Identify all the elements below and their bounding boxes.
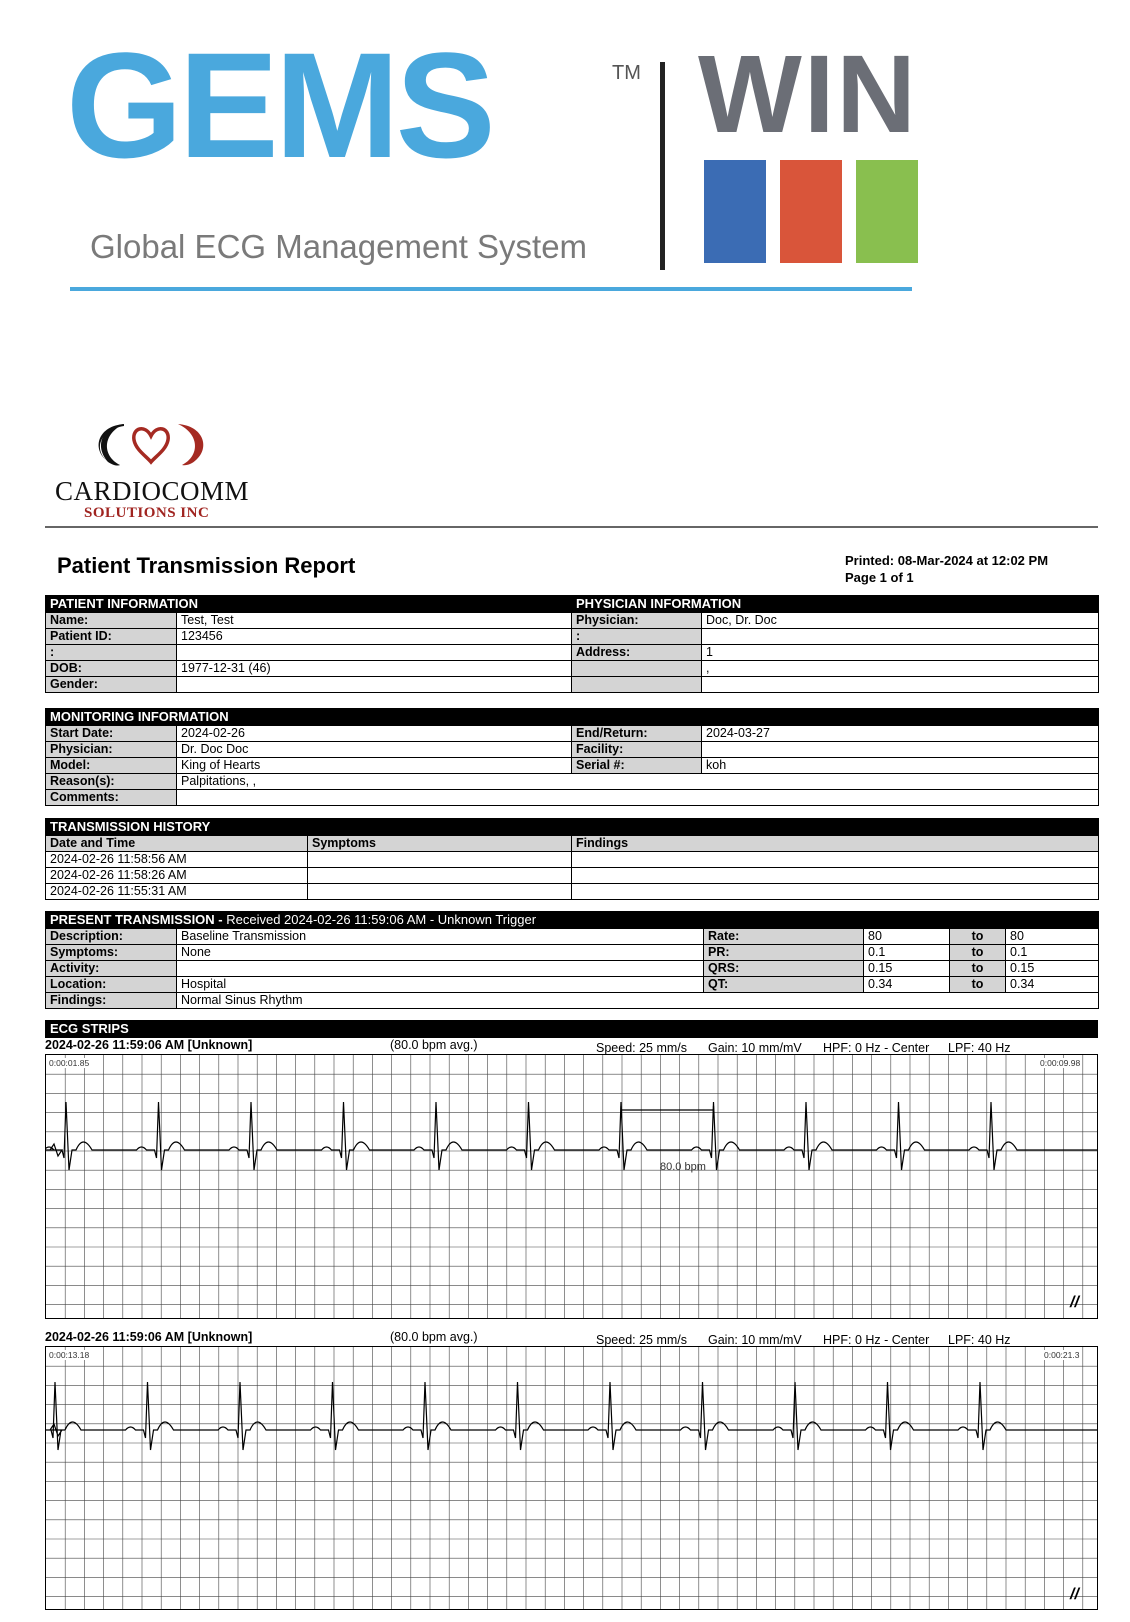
strip-2-hpf: HPF: 0 Hz - Center	[823, 1333, 930, 1347]
patient-blank-label: :	[46, 645, 177, 661]
page-number: Page 1 of 1	[845, 570, 914, 585]
qrs-to-label: to	[950, 961, 1006, 977]
address-line-3	[702, 677, 1099, 693]
comments-label: Comments:	[46, 790, 177, 806]
qrs-label: QRS:	[704, 961, 864, 977]
strip-1-end-time: 0:00:09.98	[1040, 1058, 1081, 1068]
qt-to: 0.34	[1006, 977, 1099, 993]
pr-to: 0.1	[1006, 945, 1099, 961]
strip-2-avg: (80.0 bpm avg.)	[390, 1330, 478, 1344]
ecg-waveform	[46, 1382, 1097, 1450]
strip-timestamp: 2024-02-26 11:59:06 AM [Unknown]	[45, 1330, 253, 1344]
patient-name: Test, Test	[177, 613, 572, 629]
serial: koh	[702, 758, 1099, 774]
report-title: Patient Transmission Report	[57, 553, 356, 578]
table-row	[46, 868, 1099, 884]
monitoring-physician: Dr. Doc Doc	[177, 742, 572, 758]
strip-1-timestamp	[45, 1038, 252, 1052]
patient-name-label: Name:	[46, 613, 177, 629]
present-received: Received 2024-02-26 11:59:06 AM - Unknown Trigger	[226, 912, 537, 927]
history-date: 2024-02-26 11:55:31 AM	[46, 884, 308, 900]
address-label: Address:	[572, 645, 702, 661]
strip-2-timestamp	[45, 1330, 252, 1344]
address-blank-label	[572, 661, 702, 677]
address-line-2: ,	[702, 661, 1099, 677]
monitoring-physician-label: Physician:	[46, 742, 177, 758]
model-label: Model:	[46, 758, 177, 774]
present-transmission-table	[45, 911, 1099, 1009]
gems-subtitle: Global ECG Management System	[90, 228, 588, 265]
comments	[177, 790, 1099, 806]
patient-dob: 1977-12-31 (46)	[177, 661, 572, 677]
history-col-findings: Findings	[572, 836, 1099, 852]
qt-to-label: to	[950, 977, 1006, 993]
patient-physician-table	[45, 595, 1099, 693]
symptoms-label: Symptoms:	[46, 945, 177, 961]
pr-label: PR:	[704, 945, 864, 961]
physician-name: Doc, Dr. Doc	[702, 613, 1099, 629]
table-row	[46, 884, 1099, 900]
qt-label: QT:	[704, 977, 864, 993]
start-date-label: Start Date:	[46, 726, 177, 742]
patient-section-header: PATIENT INFORMATION	[46, 596, 572, 613]
history-date: 2024-02-26 11:58:26 AM	[46, 868, 308, 884]
end-return-date: 2024-03-27	[702, 726, 1099, 742]
qrs-from: 0.15	[864, 961, 950, 977]
printed-date: Printed: 08-Mar-2024 at 12:02 PM	[845, 553, 1049, 568]
header-rule	[45, 526, 1098, 528]
findings: Normal Sinus Rhythm	[177, 993, 1099, 1009]
reasons: Palpitations, ,	[177, 774, 1099, 790]
physician-blank-label: :	[572, 629, 702, 645]
table-row	[46, 852, 1099, 868]
ecg-section-table	[45, 1020, 1098, 1038]
monitoring-table	[45, 708, 1099, 806]
strip-1-hpf: HPF: 0 Hz - Center	[823, 1041, 930, 1055]
strip-1-speed: Speed: 25 mm/s	[596, 1041, 688, 1055]
activity	[177, 961, 704, 977]
cardiocomm-heart-logo-icon	[88, 418, 214, 470]
gender-label: Gender:	[46, 677, 177, 693]
strip-1-lpf: LPF: 40 Hz	[948, 1041, 1011, 1055]
transmission-history-table	[45, 818, 1099, 900]
history-symptoms	[308, 884, 572, 900]
address-blank-label-2	[572, 677, 702, 693]
strip-timestamp: 2024-02-26 11:59:06 AM [Unknown]	[45, 1038, 253, 1052]
strip-2-speed: Speed: 25 mm/s	[596, 1333, 688, 1347]
patient-id-label: Patient ID:	[46, 629, 177, 645]
gems-logo-text: GEMS	[66, 21, 492, 189]
pr-to-label: to	[950, 945, 1006, 961]
address-line-1: 1	[702, 645, 1099, 661]
history-col-symptoms: Symptoms	[308, 836, 572, 852]
physician-blank-value	[702, 629, 1099, 645]
description: Baseline Transmission	[177, 929, 704, 945]
ecg-strip-1-grid	[46, 1055, 1097, 1318]
strip-2-break-mark: //	[1070, 1586, 1079, 1603]
win-green-block	[856, 160, 918, 263]
ecg-strip-2-grid	[46, 1347, 1097, 1609]
findings-label: Findings:	[46, 993, 177, 1009]
patient-blank-value	[177, 645, 572, 661]
ecg-strip-1	[45, 1054, 1098, 1319]
strip-1-avg: (80.0 bpm avg.)	[390, 1038, 478, 1052]
physician-section-header: PHYSICIAN INFORMATION	[572, 596, 1099, 613]
qrs-to: 0.15	[1006, 961, 1099, 977]
company-subtitle: SOLUTIONS INC	[84, 505, 210, 521]
rate-to-label: to	[950, 929, 1006, 945]
rate-from: 80	[864, 929, 950, 945]
facility-label: Facility:	[572, 742, 702, 758]
strip-2-gain: Gain: 10 mm/mV	[708, 1333, 802, 1347]
win-red-block	[780, 160, 842, 263]
logo-divider	[660, 62, 665, 270]
gems-trademark: TM	[612, 62, 641, 84]
location-label: Location:	[46, 977, 177, 993]
rate-to: 80	[1006, 929, 1099, 945]
monitoring-section-header: MONITORING INFORMATION	[46, 709, 1099, 726]
strip-2-end-time: 0:00:21.3	[1044, 1350, 1080, 1360]
strip-1-start-time: 0:00:01.85	[49, 1058, 90, 1068]
history-findings	[572, 868, 1099, 884]
present-section-header	[46, 912, 1099, 929]
present-section-title: PRESENT TRANSMISSION -	[50, 912, 223, 927]
rate-label: Rate:	[704, 929, 864, 945]
qt-from: 0.34	[864, 977, 950, 993]
activity-label: Activity:	[46, 961, 177, 977]
patient-gender	[177, 677, 572, 693]
history-date: 2024-02-26 11:58:56 AM	[46, 852, 308, 868]
history-symptoms	[308, 868, 572, 884]
strip-2-start-time: 0:00:13.18	[49, 1350, 90, 1360]
ecg-strip-2	[45, 1346, 1098, 1610]
start-date: 2024-02-26	[177, 726, 572, 742]
description-label: Description:	[46, 929, 177, 945]
model: King of Hearts	[177, 758, 572, 774]
history-section-header: TRANSMISSION HISTORY	[46, 819, 1099, 836]
location: Hospital	[177, 977, 704, 993]
facility	[702, 742, 1099, 758]
win-logo-text: WIN	[698, 33, 918, 156]
strip-1-gain: Gain: 10 mm/mV	[708, 1041, 802, 1055]
strip-2-lpf: LPF: 40 Hz	[948, 1333, 1011, 1347]
reasons-label: Reason(s):	[46, 774, 177, 790]
end-return-label: End/Return:	[572, 726, 702, 742]
history-findings	[572, 852, 1099, 868]
strip-1-break-mark: //	[1070, 1294, 1079, 1311]
ecg-section-header: ECG STRIPS	[46, 1021, 1098, 1038]
patient-id: 123456	[177, 629, 572, 645]
company-name: CARDIOCOMM	[55, 476, 250, 506]
physician-label: Physician:	[572, 613, 702, 629]
history-col-date: Date and Time	[46, 836, 308, 852]
serial-label: Serial #:	[572, 758, 702, 774]
win-blue-block	[704, 160, 766, 263]
symptoms: None	[177, 945, 704, 961]
history-symptoms	[308, 852, 572, 868]
pr-from: 0.1	[864, 945, 950, 961]
header-underline	[70, 287, 912, 291]
ecg-waveform	[46, 1102, 1097, 1170]
dob-label: DOB:	[46, 661, 177, 677]
history-findings	[572, 884, 1099, 900]
strip-1-caliper-label: 80.0 bpm	[660, 1161, 706, 1173]
